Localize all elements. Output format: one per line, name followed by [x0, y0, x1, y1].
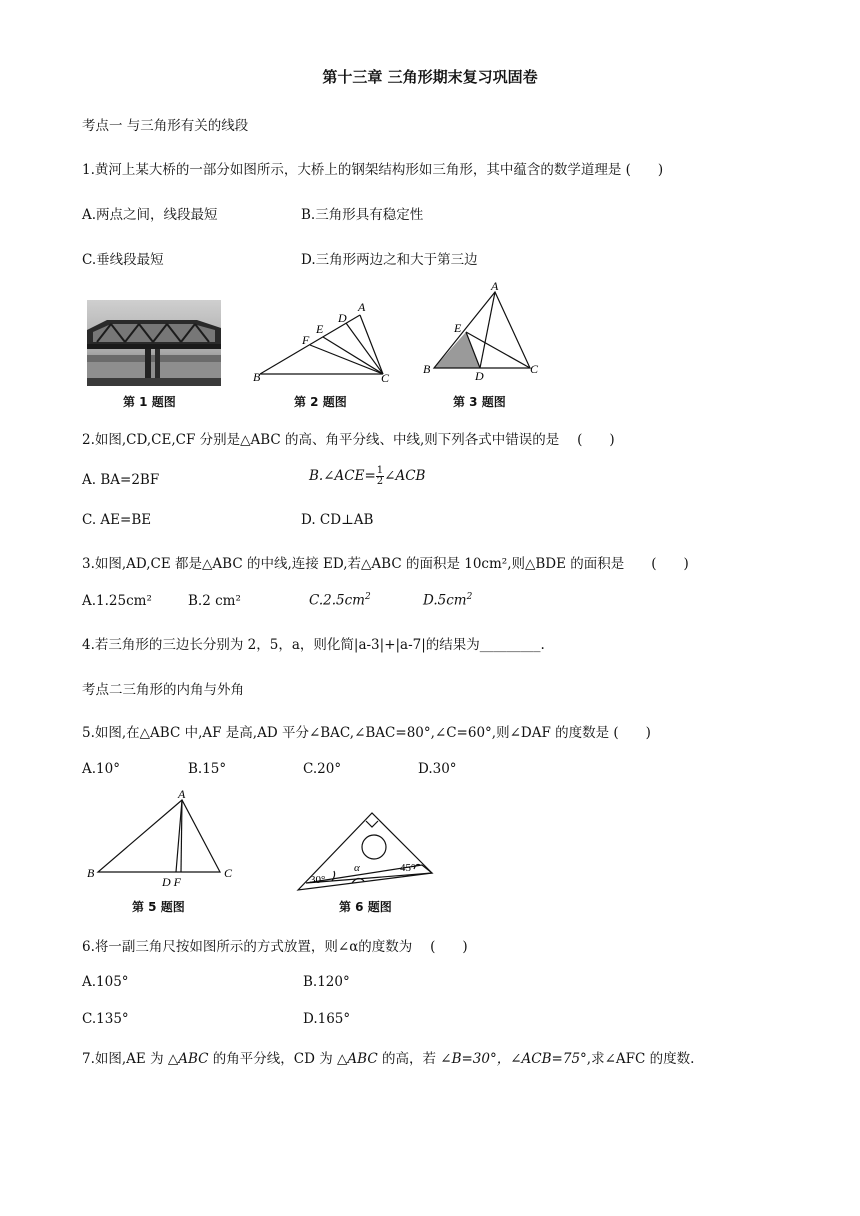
figure-2: [250, 298, 400, 390]
q3-option-d-sup: 2: [466, 592, 473, 602]
fig5-label-b: B: [87, 866, 95, 880]
q3-option-a: A.1.25cm²: [82, 593, 152, 609]
question-3-stem: 3.如图,AD,CE 都是△ABC 的中线,连接 ED,若△ABC 的面积是 10cm²,则△BDE 的面积是 ( ): [82, 556, 689, 572]
figure-5: [84, 788, 244, 888]
section-heading-1: 考点一 与三角形有关的线段: [82, 118, 249, 134]
fig2-label-a: A: [358, 300, 366, 314]
fig2-label-f: F: [302, 333, 310, 347]
figure-6: [292, 805, 442, 895]
question-5-stem: 5.如图,在△ABC 中,AF 是高,AD 平分∠BAC,∠BAC=80°,∠C=60°,则∠DAF 的度数是 ( ): [82, 725, 651, 741]
question-6-stem: 6.将一副三角尺按如图所示的方式放置，则∠α的度数为 ( ): [82, 939, 468, 955]
fig3-label-b: B: [423, 362, 431, 376]
fig2-label-c: C: [381, 371, 390, 385]
q5-option-d: D.30°: [418, 761, 457, 777]
fig2-label-b: B: [253, 370, 261, 384]
q1-option-d: D.三角形两边之和大于第三边: [301, 252, 478, 268]
q2-option-b-suffix: ∠ACB: [384, 468, 426, 484]
q7-part-3: 的角平分线，CD 为: [208, 1051, 338, 1067]
fig3-label-d: D: [475, 369, 484, 380]
section-heading-2: 考点二三角形的内角与外角: [82, 682, 244, 698]
q6-option-d: D.165°: [303, 1011, 351, 1027]
question-2-stem: 2.如图,CD,CE,CF 分别是△ABC 的高、角平分线、中线,则下列各式中错误的是 ( ): [82, 432, 615, 448]
q2-fraction: [376, 466, 384, 487]
q2-fraction-den: 2: [376, 476, 384, 487]
fig3-label-c: C: [530, 362, 539, 376]
q1-option-a: A.两点之间，线段最短: [82, 207, 218, 223]
q5-option-c: C.20°: [303, 761, 342, 777]
q2-option-d: D. CD⊥AB: [301, 512, 374, 528]
fig3-label-e: E: [454, 321, 462, 335]
fig2-label-d: D: [338, 311, 347, 325]
q6-option-b: B.120°: [303, 974, 350, 990]
fig5-label-df: D F: [162, 875, 181, 888]
q3-option-d-text: D.5cm: [423, 592, 467, 609]
fig3-label-a: A: [491, 280, 499, 293]
page-title: 第十三章 三角形期末复习巩固卷: [322, 68, 538, 86]
q7-part-5: 的高，若: [377, 1051, 441, 1067]
caption-fig3: 第 3 题图: [453, 395, 506, 409]
fig2-label-e: E: [316, 322, 324, 336]
q2-option-c: C. AE=BE: [82, 512, 152, 528]
q1-option-c: C.垂线段最短: [82, 252, 164, 268]
bridge-photo: [87, 300, 221, 386]
q2-option-b-prefix: B.∠ACE=: [309, 468, 376, 484]
fig6-angle-alpha: α: [354, 862, 360, 874]
q2-option-b: [309, 466, 425, 487]
q6-option-a: A.105°: [82, 974, 129, 990]
q7-triangle-1: △ABC: [167, 1051, 209, 1067]
q3-option-c: [309, 592, 371, 609]
figure-3: [420, 280, 545, 380]
q5-option-a: A.10°: [82, 761, 120, 777]
q3-option-c-text: C.2.5cm: [309, 592, 365, 609]
caption-fig5: 第 5 题图: [132, 900, 185, 914]
fig6-angle-45: 45°: [400, 862, 416, 874]
q7-part-7: ,求∠AFC 的度数.: [586, 1051, 695, 1067]
q1-option-b: B.三角形具有稳定性: [301, 207, 424, 223]
caption-fig1: 第 1 题图: [123, 395, 176, 409]
fig5-label-a: A: [178, 788, 186, 801]
q3-option-c-sup: 2: [364, 592, 371, 602]
q7-angles: ∠B=30°，∠ACB=75°: [440, 1051, 587, 1067]
q2-fraction-num: 1: [376, 465, 384, 476]
q7-part-1: 7.如图,AE 为: [82, 1051, 168, 1067]
q5-option-b: B.15°: [188, 761, 227, 777]
q3-option-d: [423, 592, 472, 609]
question-4-stem: 4.若三角形的三边长分别为 2，5，a，则化简|a-3|+|a-7|的结果为_________.: [82, 637, 545, 653]
q7-triangle-2: △ABC: [337, 1051, 378, 1067]
caption-fig6: 第 6 题图: [339, 900, 392, 914]
fig5-label-c: C: [224, 866, 233, 880]
question-7-stem: [82, 1047, 694, 1067]
q6-option-c: C.135°: [82, 1011, 129, 1027]
q3-option-b: B.2 cm²: [188, 593, 241, 609]
caption-fig2: 第 2 题图: [294, 395, 347, 409]
fig6-angle-30: 30°: [310, 874, 326, 886]
question-1-stem: 1.黄河上某大桥的一部分如图所示，大桥上的钢架结构形如三角形，其中蕴含的数学道理是 ( ): [82, 162, 664, 178]
q2-option-a: A. BA=2BF: [82, 472, 160, 488]
